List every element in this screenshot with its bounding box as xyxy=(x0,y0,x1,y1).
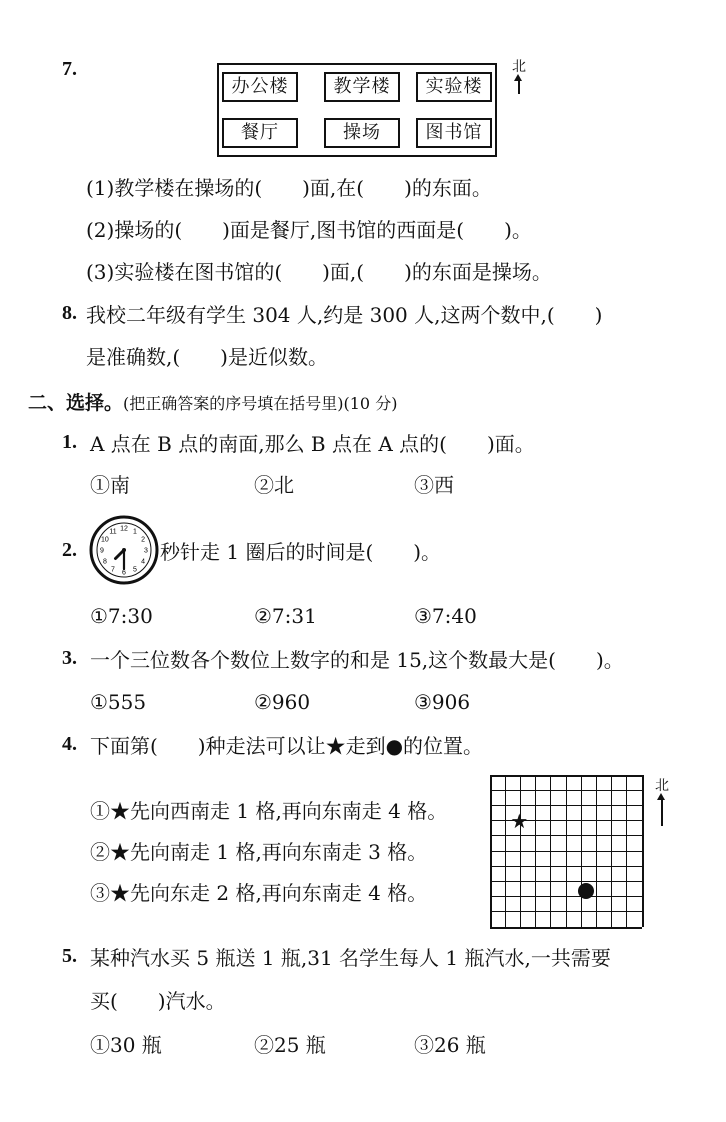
clock-numeral: 7 xyxy=(111,566,115,574)
c4-question: 下面第( )种走法可以让★走到●的位置。 xyxy=(90,734,484,758)
building-office: 办公楼 xyxy=(222,72,298,102)
grid-line-horizontal xyxy=(490,866,642,867)
c3-option-1: ①555 xyxy=(90,690,147,714)
section-2-heading xyxy=(28,388,397,415)
grid-line-horizontal xyxy=(490,790,642,791)
c2-question: 秒针走 1 圈后的时间是( )。 xyxy=(160,540,442,564)
clock-numeral: 8 xyxy=(102,558,107,566)
north-label: 北 xyxy=(512,59,526,75)
c5-line-1: 某种汽水买 5 瓶送 1 瓶,31 名学生每人 1 瓶汽水,一共需要 xyxy=(90,946,611,970)
grid-line-horizontal xyxy=(490,896,642,897)
building-lab: 实验楼 xyxy=(416,72,492,102)
c2-number: 2. xyxy=(62,539,77,561)
dot-marker-icon xyxy=(578,883,594,899)
q8-line-2: 是准确数,( )是近似数。 xyxy=(86,345,328,369)
c1-option-2: ②北 xyxy=(254,473,294,497)
section-2-title: 二、选择。 xyxy=(28,392,124,414)
grid-north-arrow-shaft xyxy=(661,799,663,826)
c2-option-2: ②7:31 xyxy=(254,604,317,628)
clock-numeral: 10 xyxy=(101,536,109,544)
c5-option-2: ②25 瓶 xyxy=(254,1033,326,1057)
building-canteen: 餐厅 xyxy=(222,118,298,148)
clock-numeral: 9 xyxy=(100,547,104,555)
grid-north-label: 北 xyxy=(655,778,669,794)
clock-numeral: 1 xyxy=(133,528,137,536)
star-marker-icon: ★ xyxy=(510,808,529,833)
q8-number: 8. xyxy=(62,302,77,324)
q7-line-2: (2)操场的( )面是餐厅,图书馆的西面是( )。 xyxy=(86,218,532,242)
c3-option-2: ②960 xyxy=(254,690,311,714)
clock-numeral: 12 xyxy=(120,525,128,533)
clock-numeral: 2 xyxy=(141,536,146,544)
c5-number: 5. xyxy=(62,945,77,967)
c4-option-2: ②★先向南走 1 格,再向东南走 3 格。 xyxy=(90,840,428,864)
clock-center xyxy=(122,548,126,552)
building-playground: 操场 xyxy=(324,118,400,148)
direction-grid xyxy=(490,775,642,927)
c3-question: 一个三位数各个数位上数字的和是 15,这个数最大是( )。 xyxy=(90,648,624,672)
c1-number: 1. xyxy=(62,431,77,453)
grid-line-horizontal xyxy=(490,775,642,777)
grid-line-horizontal xyxy=(490,805,642,806)
c4-option-1: ①★先向西南走 1 格,再向东南走 4 格。 xyxy=(90,799,448,823)
c3-number: 3. xyxy=(62,647,77,669)
c1-option-3: ③西 xyxy=(414,473,454,497)
clock-numeral: 11 xyxy=(109,528,117,536)
q7-number: 7. xyxy=(62,58,77,80)
c2-option-3: ③7:40 xyxy=(414,604,477,628)
grid-line-horizontal xyxy=(490,851,642,852)
building-library: 图书馆 xyxy=(416,118,492,148)
grid-line-horizontal xyxy=(490,881,642,882)
c4-number: 4. xyxy=(62,733,77,755)
c3-option-3: ③906 xyxy=(414,690,471,714)
clock-numeral: 5 xyxy=(133,566,137,574)
c1-question: A 点在 B 点的南面,那么 B 点在 A 点的( )面。 xyxy=(90,432,535,456)
c4-option-3: ③★先向东走 2 格,再向东南走 4 格。 xyxy=(90,881,428,905)
c2-option-1: ①7:30 xyxy=(90,604,153,628)
north-arrow-shaft xyxy=(518,80,520,94)
c1-option-1: ①南 xyxy=(90,473,130,497)
grid-line-horizontal xyxy=(490,911,642,912)
grid-line-horizontal xyxy=(490,835,642,836)
clock-numeral: 3 xyxy=(144,547,148,555)
q7-line-3: (3)实验楼在图书馆的( )面,( )的东面是操场。 xyxy=(86,260,552,284)
clock-numeral: 6 xyxy=(122,569,126,577)
q7-line-1: (1)教学楼在操场的( )面,在( )的东面。 xyxy=(86,176,492,200)
q8-line-1: 我校二年级有学生 304 人,约是 300 人,这两个数中,( ) xyxy=(86,303,603,327)
clock-numeral: 4 xyxy=(141,558,146,566)
clock-icon xyxy=(89,514,159,586)
section-2-subtitle: (把正确答案的序号填在括号里)(10 分) xyxy=(123,394,398,413)
building-teaching: 教学楼 xyxy=(324,72,400,102)
c5-option-1: ①30 瓶 xyxy=(90,1033,162,1057)
c5-option-3: ③26 瓶 xyxy=(414,1033,486,1057)
c5-line-2: 买( )汽水。 xyxy=(90,989,226,1013)
grid-line-horizontal xyxy=(490,927,642,929)
